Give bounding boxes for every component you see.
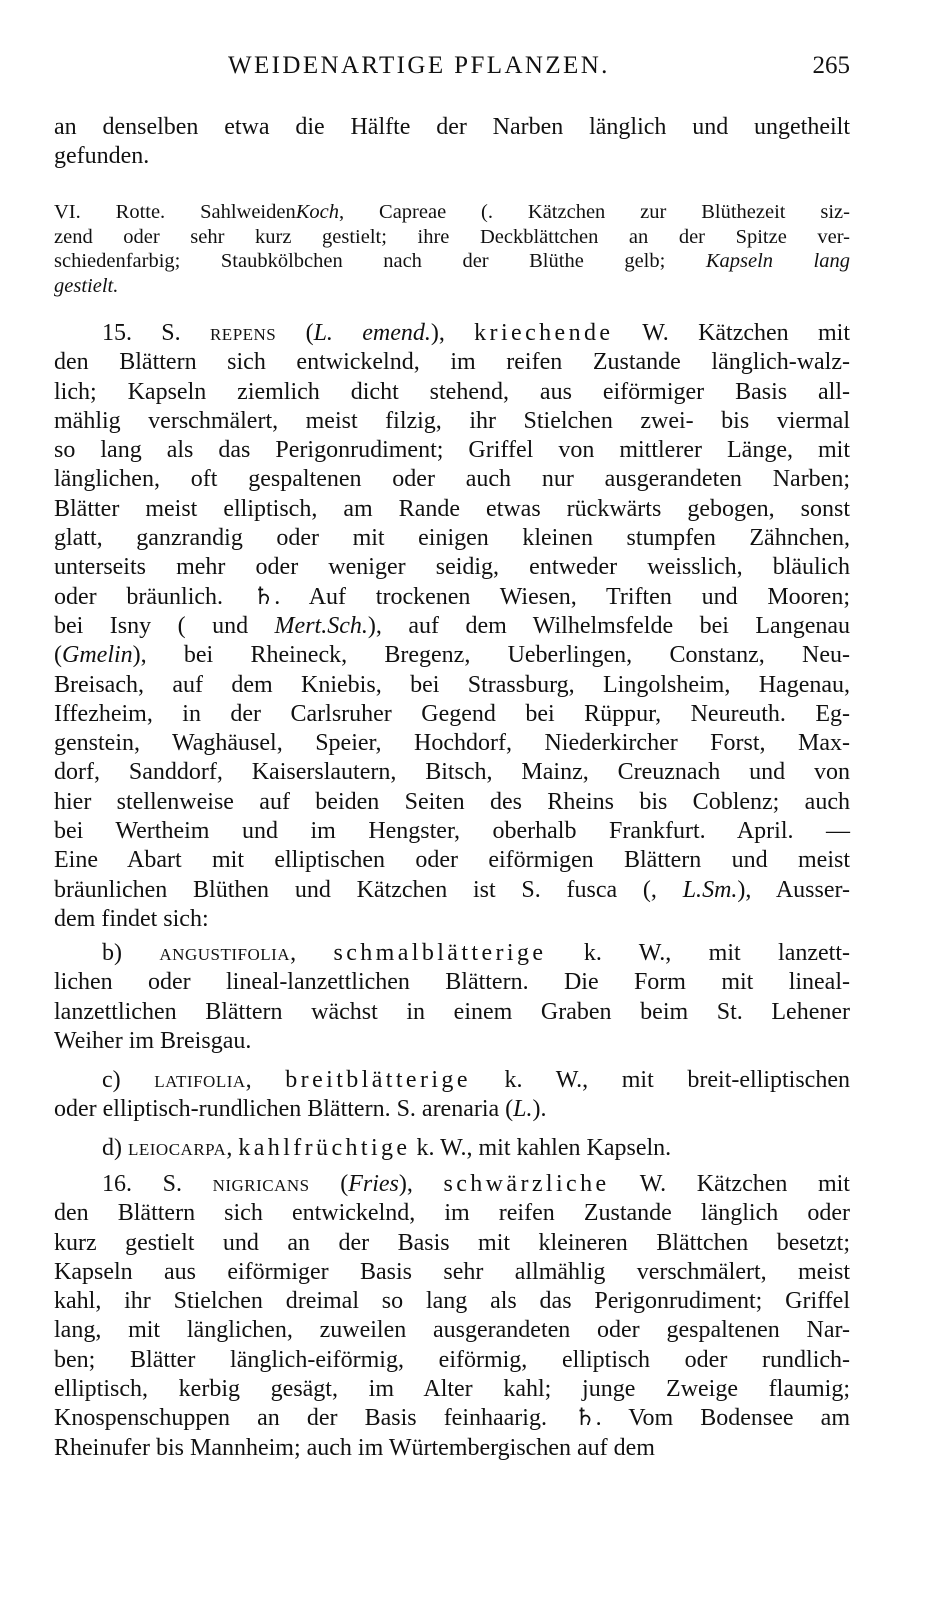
text-line [54,1027,850,1056]
text-line [54,671,850,700]
text-segment: bräunlichen Blüthen und Kätzchen ist S. fusca ( [54,876,651,903]
text-line [54,729,850,758]
text-segment: ), auf dem Wilhelmsfelde bei Langenau [367,612,851,639]
text-segment: W. Kätzchen mit [613,320,850,346]
text-line [54,274,850,299]
text-line [54,1134,850,1163]
text-segment: , [245,1067,286,1093]
text-segment: kahl, ihr Stielchen dreimal so lang als das Perigonrudiment; Griffel [54,1288,850,1315]
text-line [54,1066,850,1095]
text-segment: ( [309,1171,349,1197]
text-line [54,1258,850,1287]
author-citation: Sch. [327,612,368,639]
text-segment: lanzettlichen Blättern wächst in einem Graben beim St. Lehener [54,998,850,1025]
text-segment: oder elliptisch-rundlichen Blättern. S. arenaria ( [54,1096,514,1123]
author-citation: Koch [295,201,340,223]
text-line [54,1287,850,1316]
running-title: WEIDENARTIGE PFLANZEN. [228,52,610,79]
author-citation: L. [682,876,703,903]
text-line: gefunden. [54,143,150,170]
text-segment: zend oder sehr kurz gestielt; ihre Deckblättchen an der Spitze ver- [54,225,850,248]
text-segment: mählig verschmälert, meist filzig, ihr Stielchen zwei- bis viermal [54,407,850,434]
text-line [54,465,850,494]
text-segment: k. W., mit breit-elliptischen [470,1067,850,1093]
text-segment: den Blättern sich entwickelnd, im reifen Zustande länglich oder [54,1200,850,1227]
text-line [54,319,850,348]
text-line [54,524,850,553]
species-epithet: angustifolia [159,940,291,966]
text-segment: dem findet sich: [54,905,209,932]
species-16-salix-nigricans [54,1170,850,1463]
author-citation: Mert. [274,612,328,639]
text-segment: d) [102,1135,128,1161]
text-line [54,817,850,846]
text-line [54,1375,850,1404]
text-segment: 15. S. [102,320,210,346]
text-segment: Iffezheim, in der Carlsruher Gegend bei Rüppur, Neureuth. Eg- [54,700,850,727]
page-number: 265 [812,52,850,79]
text-segment: unterseits mehr oder weniger seidig, entweder weisslich, bläulich [54,554,850,581]
text-segment: Breisach, auf dem Kniebis, bei Strassburg, Lingolsheim, Hagenau, [54,671,850,698]
common-name: kahlfrüchtige [238,1135,411,1161]
text-segment: W. Kätzchen mit [609,1171,850,1197]
text-segment: länglichen, oft gespaltenen oder auch nur ausgerandeten Narben; [54,466,850,493]
author-citation: gestielt. [54,274,119,297]
text-line [54,905,850,934]
text-segment: Rheinufer bis Mannheim; auch im Würtembergischen auf dem [54,1434,655,1461]
text-segment: , [226,1135,239,1161]
text-segment: ben; Blätter länglich-eiförmig, eiförmig, elliptisch oder rundlich- [54,1346,850,1373]
text-line [54,348,850,377]
text-segment: b) [102,940,160,966]
text-segment: , [650,876,683,903]
text-segment: den Blättern sich entwickelnd, im reifen Zustande länglich-walz- [54,349,850,376]
text-segment: so lang als das Perigonrudiment; Griffel von mittlerer Länge, mit [54,437,850,464]
text-line [54,968,850,997]
species-epithet: nigricans [212,1171,310,1197]
text-line [54,1346,850,1375]
text-segment: Kapseln aus eiförmiger Basis sehr allmählig verschmälert, meist [54,1258,850,1285]
text-segment: c) [102,1067,155,1093]
author-citation: Fries [348,1171,399,1197]
text-segment: hier stellenweise auf beiden Seiten des Rheins bis Coblenz; auch [54,788,850,815]
text-line [54,1095,850,1124]
text-segment: 16. S. [102,1171,213,1197]
text-line [54,1199,850,1228]
text-line [54,612,850,641]
text-line [54,249,850,274]
text-segment: , Capreae ( [339,201,488,223]
text-segment: k. W., mit lanzett- [546,940,850,966]
text-line [54,1229,850,1258]
common-name: kriechende [474,320,614,346]
text-segment: genstein, Waghäusel, Speier, Hochdorf, Niederkircher Forst, Max- [54,730,850,757]
common-name: schwärzliche [443,1171,610,1197]
text-line [54,378,850,407]
author-citation: Gmelin [62,642,133,669]
text-segment: ( [54,642,62,669]
text-line [54,553,850,582]
text-line [54,1170,850,1199]
running-header [54,52,850,88]
text-line [54,758,850,787]
text-line [54,225,850,250]
section-heading-capreae [54,200,850,298]
author-citation: L. emend. [313,320,431,346]
text-segment: ). [532,1096,547,1123]
common-name: breitblätterige [285,1067,471,1093]
author-citation: L. [513,1096,533,1123]
text-line [54,583,850,612]
text-line [54,407,850,436]
text-segment: ), [430,320,475,346]
author-citation: Sm. [702,876,738,903]
text-segment: kurz gestielt und an der Basis mit kleineren Blättchen besetzt; [54,1229,850,1256]
text-segment: bei Wertheim und im Hengster, oberhalb Frankfurt. April. — [54,818,850,845]
common-name: schmalblätterige [333,940,547,966]
text-segment: ( [276,320,314,346]
text-segment: Blätter meist elliptisch, am Rande etwas rückwärts gebogen, sonst [54,495,850,522]
text-segment: schiedenfarbig; Staubkölbchen nach der Blüthe gelb; [54,250,706,272]
text-segment: Sahlweiden [200,201,296,223]
text-line [54,436,850,465]
text-segment: , [290,940,334,966]
variety-d-leiocarpa [54,1134,850,1163]
text-segment: lichen oder lineal-lanzettlichen Blättern. Die Form mit lineal- [54,969,850,996]
text-segment: lang, mit länglichen, zuweilen ausgerandeten oder gespaltenen Nar- [54,1317,850,1344]
text-segment: Eine Abart mit elliptischen oder eiförmigen Blättern und meist [54,847,850,874]
text-segment: k. W., mit kahlen Kapseln. [410,1135,672,1161]
text-segment: elliptisch, kerbig gesägt, im Alter kahl; junge Zweige flaumig; [54,1376,850,1403]
text-line: an denselben etwa die Hälfte der Narben länglich und ungetheilt [54,114,850,140]
text-segment: ), Ausser- [737,876,851,903]
text-line [54,641,850,670]
intro-paragraph [54,113,850,172]
text-line [54,876,850,905]
text-segment: dorf, Sanddorf, Kaiserslautern, Bitsch, Mainz, Creuznach und von [54,759,850,786]
text-line [54,200,850,225]
text-segment: Weiher im Breisgau. [54,1027,252,1054]
text-line [54,1316,850,1345]
text-segment: . Kätzchen zur Blüthezeit siz- [487,201,850,223]
text-segment: bei Isny ( [54,612,186,639]
text-segment: lich; Kapseln ziemlich dicht stehend, aus eiförmiger Basis all- [54,378,850,405]
text-line [54,788,850,817]
text-segment: ), bei Rheineck, Bregenz, Ueberlingen, Constanz, Neu- [132,642,850,669]
species-epithet: latifolia [154,1067,246,1093]
text-line [54,939,850,968]
text-line [54,1434,850,1463]
author-citation: Kapseln lang [705,250,850,272]
text-segment: ), [398,1171,444,1197]
variety-b-angustifolia [54,939,850,1056]
text-line [54,1404,850,1433]
text-segment: und [185,612,275,639]
text-segment: VI. Rotte. [54,201,201,223]
text-segment: oder bräunlich. ♄. Auf trockenen Wiesen, Triften und Mooren; [54,583,850,610]
text-line [54,846,850,875]
text-segment: Knospenschuppen an der Basis feinhaarig. ♄. Vom Bodensee am [54,1405,850,1432]
text-line [54,495,850,524]
text-line [54,700,850,729]
species-epithet: leiocarpa [128,1135,227,1161]
text-line [54,998,850,1027]
species-epithet: repens [209,320,277,346]
species-15-salix-repens [54,319,850,934]
variety-c-latifolia [54,1066,850,1125]
text-segment: glatt, ganzrandig oder mit einigen kleinen stumpfen Zähnchen, [54,525,850,552]
